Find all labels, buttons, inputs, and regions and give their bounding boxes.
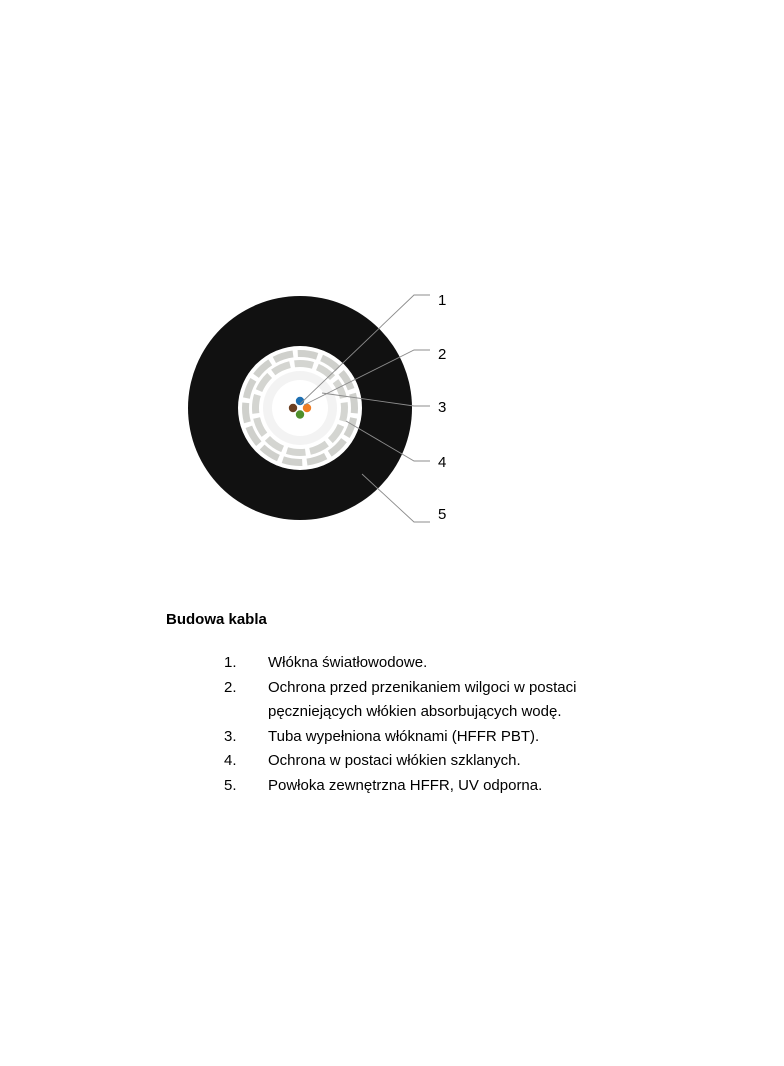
legend-text: Powłoka zewnętrzna HFFR, UV odporna.	[268, 776, 543, 794]
legend-number: 1.	[224, 654, 237, 671]
legend-item-3	[166, 725, 646, 750]
legend-item-1	[166, 651, 646, 676]
legend-text: Ochrona w postaci włókien szklanych.	[268, 752, 521, 770]
legend-text: Tuba wypełniona włóknami (HFFR PBT).	[268, 727, 540, 745]
legend-list	[166, 651, 646, 799]
callout-2: 2	[438, 346, 447, 363]
fiber-brown	[289, 404, 297, 412]
legend-item-2	[166, 676, 646, 725]
legend-text: Ochrona przed przenikaniem wilgoci w postaci pęczniejących włókien absorbujących wodę.	[268, 678, 577, 721]
legend-number: 5.	[224, 776, 237, 794]
tube-core	[272, 380, 328, 436]
legend-number: 3.	[224, 727, 237, 745]
callout-4: 4	[438, 454, 447, 471]
legend-number: 4.	[224, 752, 237, 770]
legend-item-5	[166, 774, 646, 799]
section-title: Budowa kabla	[166, 611, 267, 628]
legend-text: Włókna światłowodowe.	[268, 654, 428, 671]
callout-3: 3	[438, 399, 447, 416]
legend-number: 2.	[224, 678, 237, 696]
callout-5: 5	[438, 506, 447, 523]
legend-item-4	[166, 749, 646, 774]
fiber-green	[296, 410, 304, 418]
callout-1: 1	[438, 292, 447, 309]
